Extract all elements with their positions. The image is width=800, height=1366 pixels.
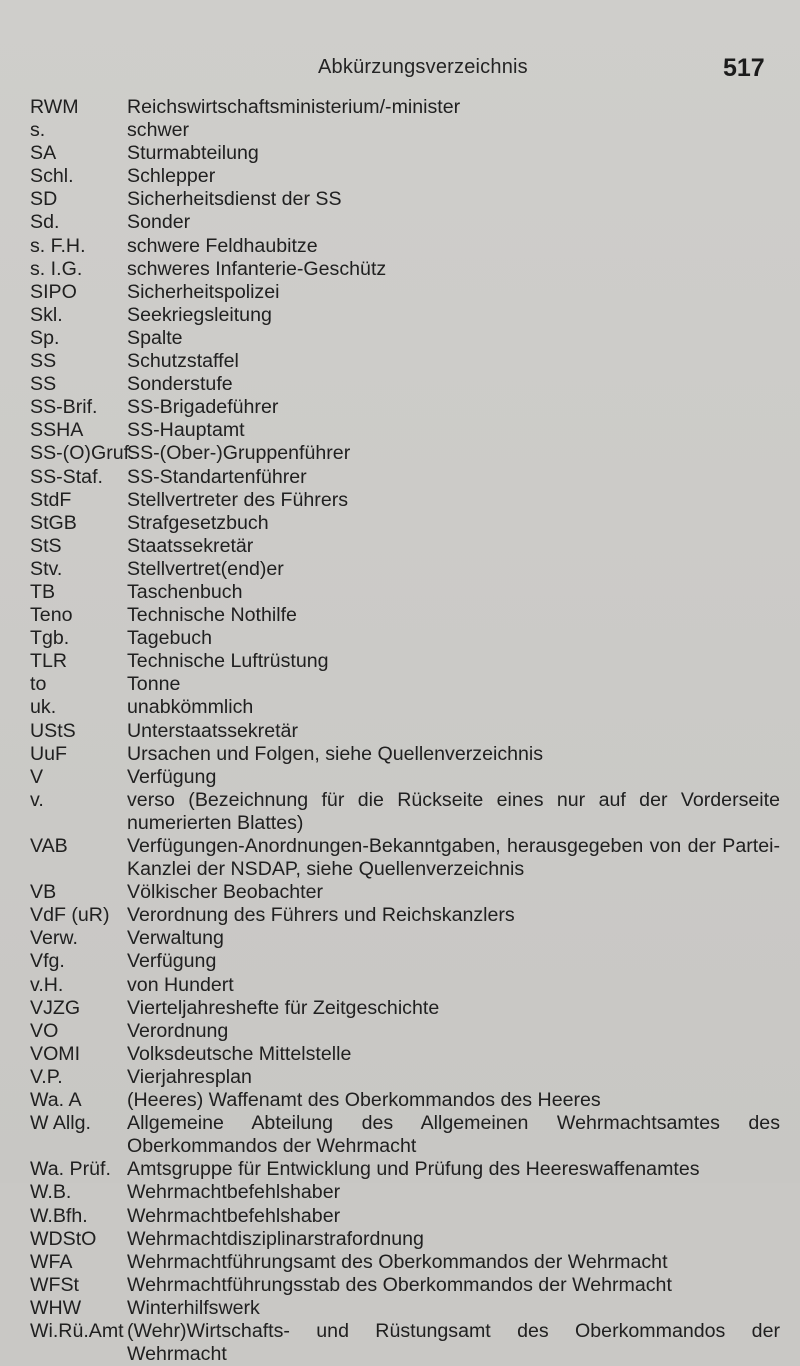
abbreviation-definition: Winterhilfswerk [127,1296,260,1319]
abbreviation: WFSt [30,1273,79,1296]
abbreviation-definition: Technische Nothilfe [127,604,297,627]
abbreviation: W Allg. [30,1112,91,1135]
abbreviation-definition: Seekriegsleitung [127,303,272,326]
abbreviation: s. [30,119,46,142]
abbreviation-entry [0,96,800,119]
abbreviation: Sd. [30,211,60,234]
abbreviation-entry [0,281,800,304]
abbreviation: Schl. [30,165,74,188]
abbreviation-definition: Sturmabteilung [127,142,259,165]
abbreviation: Skl. [30,303,63,326]
abbreviation: s. I.G. [30,257,83,280]
abbreviation: Stv. [30,557,63,580]
abbreviation: WDStO [30,1227,97,1250]
abbreviation-entry [0,466,800,489]
abbreviation-entry [0,650,800,673]
abbreviation-definition: Vierjahresplan [127,1065,252,1088]
abbreviation-definition: SS-Hauptamt [127,419,245,442]
abbreviation-entry [0,904,800,927]
abbreviation-entry [0,1228,800,1251]
abbreviation: v. [30,788,44,811]
abbreviation: to [30,673,47,696]
abbreviation: SS-Brif. [30,396,98,419]
abbreviation-entry [0,1297,800,1320]
abbreviation-definition: Verordnung des Führers und Reichskanzlers [127,904,515,927]
abbreviation-entry [0,558,800,581]
abbreviation: WHW [30,1296,82,1319]
abbreviation-entry [0,1043,800,1066]
abbreviation-entry [0,950,800,973]
abbreviation-entry [0,1066,800,1089]
abbreviation-definition: Wehrmachtbefehlshaber [127,1204,341,1227]
abbreviation-definition: Sicherheitsdienst der SS [127,188,342,211]
abbreviation: StdF [30,488,72,511]
running-title: Abkürzungsverzeichnis [318,56,528,78]
abbreviation: SIPO [30,280,77,303]
abbreviation-entry [0,512,800,535]
abbreviation-entry [0,696,800,719]
abbreviation-entry [0,604,800,627]
abbreviation-entry [0,1089,800,1112]
abbreviation: Teno [30,604,73,627]
abbreviation-entry [0,1205,800,1228]
abbreviation-definition: Sonderstufe [127,373,233,396]
abbreviation-definition: Tagebuch [127,627,212,650]
abbreviation: V.P. [30,1065,63,1088]
abbreviation: VB [30,881,57,904]
abbreviation-definition: Verfügung [127,765,217,788]
abbreviation-definition: Schlepper [127,165,216,188]
abbreviation: Wi.Rü.Amt [30,1319,124,1342]
abbreviation: VAB [30,835,68,857]
abbreviation-entry [0,211,800,234]
abbreviation-entry [0,396,800,419]
page-header [0,54,800,82]
abbreviation: Vfg. [30,950,65,973]
abbreviation-list [0,96,800,1366]
abbreviation-entry [0,581,800,604]
abbreviation-definition: Volksdeutsche Mittelstelle [127,1042,352,1065]
abbreviation: SD [30,188,58,211]
abbreviation-entry [0,1320,800,1366]
abbreviation-definition: Sicherheitspolizei [127,280,280,303]
abbreviation-definition: Verfügungen-Anordnungen-Bekanntgaben, herausgegeben von der Partei-Kanzlei der NSDAP, siehe Quellenverzeichnis [127,835,780,881]
abbreviation-entry [0,743,800,766]
abbreviation-entry [0,1020,800,1043]
abbreviation-definition: Wehrmachtführungsamt des Oberkommandos der Wehrmacht [127,1250,668,1273]
abbreviation-entry [0,442,800,465]
abbreviation: VdF (uR) [30,904,110,927]
abbreviation: Sp. [30,326,60,349]
abbreviation-entry [0,881,800,904]
abbreviation: v.H. [30,973,64,996]
abbreviation: StGB [30,511,77,534]
abbreviation-entry [0,766,800,789]
abbreviation-definition: Völkischer Beobachter [127,881,324,904]
abbreviation-definition: Verwaltung [127,927,224,950]
abbreviation-definition: Wehrmachtdisziplinarstrafordnung [127,1227,424,1250]
abbreviation: Wa. A [30,1089,82,1112]
abbreviation-entry [0,188,800,211]
abbreviation-definition: Spalte [127,326,183,349]
page-number: 517 [723,54,765,82]
abbreviation: VJZG [30,996,81,1019]
abbreviation-entry [0,673,800,696]
abbreviation-entry [0,165,800,188]
abbreviation-entry [0,304,800,327]
abbreviation-definition: Tonne [127,673,181,696]
abbreviation: TB [30,580,56,603]
abbreviation-definition: Unterstaatssekretär [127,719,298,742]
abbreviation-definition: SS-Standartenführer [127,465,307,488]
abbreviation-entry [0,1274,800,1297]
abbreviation-definition: SS-(Ober-)Gruppenführer [127,442,351,465]
abbreviation: StS [30,534,62,557]
abbreviation-definition: Verfügung [127,950,217,973]
abbreviation-entry [0,1112,800,1158]
abbreviation-entry [0,142,800,165]
abbreviation: uk. [30,696,57,719]
abbreviation-definition: von Hundert [127,973,234,996]
abbreviation: RWM [30,96,79,118]
abbreviation-definition: Schutzstaffel [127,350,239,373]
abbreviation-entry [0,627,800,650]
abbreviation-definition: (Heeres) Waffenamt des Oberkommandos des Heeres [127,1089,601,1112]
abbreviation-definition: Vierteljahreshefte für Zeitgeschichte [127,996,440,1019]
abbreviation: SS [30,350,57,373]
abbreviation-definition: Staatssekretär [127,534,254,557]
abbreviation-entry [0,927,800,950]
abbreviation-entry [0,1251,800,1274]
abbreviation-entry [0,1181,800,1204]
abbreviation-definition: Taschenbuch [127,580,243,603]
abbreviation-definition: SS-Brigadeführer [127,396,279,419]
abbreviation: VOMI [30,1042,81,1065]
abbreviation-definition: schweres Infanterie-Geschütz [127,257,387,280]
abbreviation-definition: verso (Bezeichnung für die Rückseite eines nur auf der Vorderseite numerierten Blattes) [127,788,780,834]
abbreviation-definition: unabkömmlich [127,696,254,719]
abbreviation: W.Bfh. [30,1204,88,1227]
abbreviation: SA [30,142,57,165]
abbreviation-definition: schwere Feldhaubitze [127,234,318,257]
abbreviation-entry [0,997,800,1020]
abbreviation-entry [0,489,800,512]
abbreviation-definition: schwer [127,119,190,142]
abbreviation: UStS [30,719,76,742]
abbreviation-entry [0,974,800,997]
abbreviation-entry [0,720,800,743]
abbreviation-entry [0,789,800,835]
abbreviation: V [30,765,44,788]
abbreviation-definition: (Wehr)Wirtschafts- und Rüstungsamt des Oberkommandos der Wehrmacht [127,1319,780,1366]
abbreviation: Wa. Prüf. [30,1158,111,1181]
abbreviation: W.B. [30,1181,72,1204]
abbreviation: UuF [30,742,68,765]
abbreviation-entry [0,373,800,396]
abbreviation: SS-(O)Gruf. [30,442,135,465]
abbreviation-entry [0,235,800,258]
abbreviation-definition: Ursachen und Folgen, siehe Quellenverzeichnis [127,742,544,765]
abbreviation: Tgb. [30,627,70,650]
abbreviation-definition: Stellvertret(end)er [127,557,284,580]
abbreviation: s. F.H. [30,234,86,257]
abbreviation-entry [0,835,800,881]
abbreviation: VO [30,1019,59,1042]
abbreviation: Verw. [30,927,78,950]
abbreviation-definition: Technische Luftrüstung [127,650,329,673]
abbreviation: TLR [30,650,68,673]
abbreviation-entry [0,535,800,558]
abbreviation-entry [0,1158,800,1181]
abbreviation-entry [0,350,800,373]
abbreviation: SSHA [30,419,84,442]
abbreviation-definition: Amtsgruppe für Entwicklung und Prüfung des Heereswaffenamtes [127,1158,700,1181]
abbreviation-entry [0,258,800,281]
abbreviation-entry [0,327,800,350]
abbreviation-definition: Strafgesetzbuch [127,511,269,534]
abbreviation-definition: Reichswirtschaftsministerium/-minister [127,96,461,118]
abbreviation-definition: Wehrmachtbefehlshaber [127,1181,341,1204]
abbreviation-entry [0,119,800,142]
abbreviation-definition: Verordnung [127,1019,229,1042]
abbreviation-definition: Wehrmachtführungsstab des Oberkommandos der Wehrmacht [127,1273,672,1296]
abbreviation-entry [0,419,800,442]
abbreviation-definition: Stellvertreter des Führers [127,488,349,511]
abbreviation-definition: Sonder [127,211,191,234]
abbreviation: SS-Staf. [30,465,103,488]
abbreviation: SS [30,373,57,396]
abbreviation-definition: Allgemeine Abteilung des Allgemeinen Wehrmachtsamtes des Oberkommandos der Wehrmacht [127,1112,780,1158]
abbreviation: WFA [30,1250,73,1273]
